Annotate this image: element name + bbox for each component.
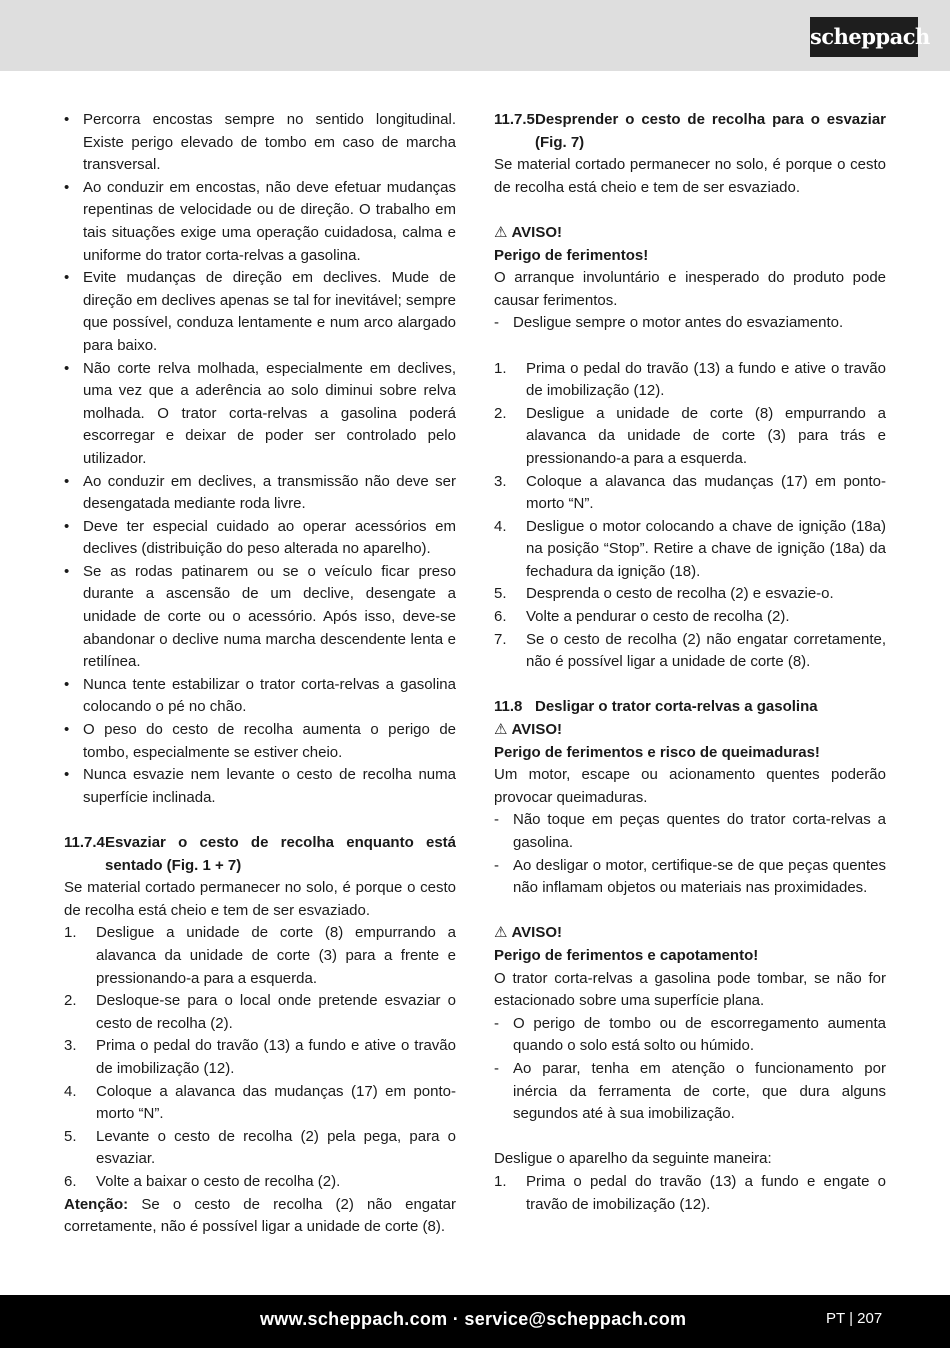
list-item: • Ao conduzir em encostas, não deve efetuar mudanças repentinas de velocidade ou de direção. O trabalho em tais situações exige uma operação cuidadosa, calma e uniforme do trator corta-relvas a gasolina. — [64, 177, 456, 267]
list-item: 4. Desligue o motor colocando a chave de ignição (18a) na posição “Stop”. Retire a chave de ignição (18a) da fechadura da ignição (18). — [494, 517, 886, 580]
warning-icon: ⚠ — [494, 924, 508, 942]
page-footer — [0, 1295, 950, 1348]
warning-icon: ⚠ — [494, 223, 508, 241]
list-item: • Evite mudanças de direção em declives. Mude de direção em declives apenas se tal for inevitável; sempre que possível, conduza lentamente e num arco alargado para baixo. — [64, 267, 456, 357]
list-item: • O peso do cesto de recolha aumenta o perigo de tombo, especialmente se estiver cheio. — [64, 719, 456, 764]
attention-text: Se o cesto de recolha (2) não engatar corretamente, não é possível ligar a unidade de corte (8). — [64, 1195, 456, 1236]
warning-label: ⚠ AVISO! — [494, 721, 563, 739]
list-item: 1. Desligue a unidade de corte (8) empurrando a alavanca da unidade de corte (3) para a frente e pressionando-a para a esquerda. — [64, 924, 456, 987]
list-item: - Ao parar, tenha em atenção o funcionamento por inércia da ferramenta de corte, que dura alguns segundos até à sua imobilização. — [494, 1059, 886, 1123]
warning-text: Um motor, escape ou acionamento quentes poderão provocar queimaduras. — [494, 766, 886, 806]
warning-heading: Perigo de ferimentos e capotamento! — [494, 946, 759, 964]
section-heading-11-8 — [494, 696, 886, 719]
step-list — [494, 358, 886, 674]
warning-label: ⚠ AVISO! — [494, 223, 563, 241]
list-item: • Nunca esvazie nem levante o cesto de recolha numa superfície inclinada. — [64, 764, 456, 809]
list-item: • Ao conduzir em declives, a transmissão não deve ser desengatada mediante roda livre. — [64, 471, 456, 516]
page-number: PT | 207 — [826, 1310, 883, 1327]
list-item: 5. Levante o cesto de recolha (2) pela pega, para o esvaziar. — [64, 1127, 456, 1168]
attention-note — [64, 1194, 456, 1239]
section-title: Esvaziar o cesto de recolha enquanto está sentado (Fig. 1 + 7) — [105, 834, 456, 874]
section-number: 11.7.4 — [64, 834, 105, 851]
list-item: - Ao desligar o motor, certifique-se de que peças quentes não inflamam objetos ou materiais nas proximidades. — [494, 856, 886, 897]
scheppach-logo: scheppach — [810, 17, 918, 57]
left-column — [64, 109, 456, 1239]
page-header — [0, 0, 950, 71]
footer-contact: www.scheppach.com · service@scheppach.com — [260, 1309, 687, 1329]
list-item: • Percorra encostas sempre no sentido longitudinal. Existe perigo elevado de tombo em caso de marcha transversal. — [64, 109, 456, 177]
warning-icon: ⚠ — [494, 721, 508, 739]
list-item: 6. Volte a baixar o cesto de recolha (2). — [64, 1172, 341, 1190]
warning-text: O trator corta-relvas a gasolina pode tombar, se não for estacionado sobre uma superfície plana. — [494, 969, 886, 1010]
list-item: • Se as rodas patinarem ou se o veículo ficar preso durante a ascensão de um declive, desengate a unidade de corte ou o acessório. Após isso, deve-se abandonar o declive numa marcha descendente lenta e retilínea. — [64, 561, 456, 674]
list-item: 1. Prima o pedal do travão (13) a fundo e engate o travão de imobilização (12). — [494, 1172, 886, 1213]
warning-heading: Perigo de ferimentos e risco de queimaduras! — [494, 743, 820, 761]
attention-label: Atenção: — [64, 1195, 129, 1213]
right-column — [494, 109, 886, 1216]
section-intro: Se material cortado permanecer no solo, é porque o cesto de recolha está cheio e tem de ser esvaziado. — [494, 156, 886, 196]
section-outro: Desligue o aparelho da seguinte maneira: — [494, 1150, 772, 1168]
list-item: - O perigo de tombo ou de escorregamento aumenta quando o solo está solto ou húmido. — [494, 1014, 886, 1055]
section-title: Desprender o cesto de recolha para o esvaziar (Fig. 7) — [535, 111, 886, 151]
safety-bullet-list — [64, 109, 456, 809]
section-intro: Se material cortado permanecer no solo, é porque o cesto de recolha está cheio e tem de ser esvaziado. — [64, 879, 456, 919]
section-number: 11.8 — [494, 698, 523, 716]
list-item: 2. Desligue a unidade de corte (8) empurrando a alavanca da unidade de corte (3) para trás e pressionando-a para a esquerda. — [494, 404, 886, 467]
section-heading-11-7-4 — [64, 832, 456, 877]
section-title: Desligar o trator corta-relvas a gasolina — [535, 698, 818, 716]
warning-heading: Perigo de ferimentos! — [494, 246, 649, 264]
list-item: • Deve ter especial cuidado ao operar acessórios em declives (distribuição do peso alterada no aparelho). — [64, 516, 456, 561]
list-item: 7. Se o cesto de recolha (2) não engatar corretamente, não é possível ligar a unidade de corte (8). — [494, 630, 886, 671]
section-heading-11-7-5 — [494, 109, 886, 154]
step-list — [64, 922, 456, 1193]
list-item: 3. Prima o pedal do travão (13) a fundo e ative o travão de imobilização (12). — [64, 1037, 456, 1077]
list-item: 5. Desprenda o cesto de recolha (2) e esvazie-o. — [494, 585, 834, 603]
list-item: - Não toque em peças quentes do trator corta-relvas a gasolina. — [494, 811, 886, 851]
list-item: • Nunca tente estabilizar o trator corta-relvas a gasolina colocando o pé no chão. — [64, 674, 456, 719]
list-item: 1. Prima o pedal do travão (13) a fundo e ative o travão de imobilização (12). — [494, 359, 886, 400]
warning-text: O arranque involuntário e inesperado do produto pode causar ferimentos. — [494, 269, 886, 309]
list-item: 6. Volte a pendurar o cesto de recolha (2). — [494, 608, 790, 626]
list-item: • Não corte relva molhada, especialmente em declives, uma vez que a aderência ao solo diminui sobre relva molhada. O trator corta-relvas a gasolina poderá escorregar e deixar de poder ser controlado pelo utilizador. — [64, 358, 456, 471]
section-number: 11.7.5 — [494, 111, 535, 128]
warning-label: ⚠ AVISO! — [494, 924, 563, 942]
list-item: - Desligue sempre o motor antes do esvaziamento. — [494, 314, 844, 332]
list-item: 2. Desloque-se para o local onde pretende esvaziar o cesto de recolha (2). — [64, 992, 456, 1032]
list-item: 4. Coloque a alavanca das mudanças (17) em ponto-morto “N”. — [64, 1082, 456, 1123]
list-item: 3. Coloque a alavanca das mudanças (17) em ponto-morto “N”. — [494, 472, 886, 513]
